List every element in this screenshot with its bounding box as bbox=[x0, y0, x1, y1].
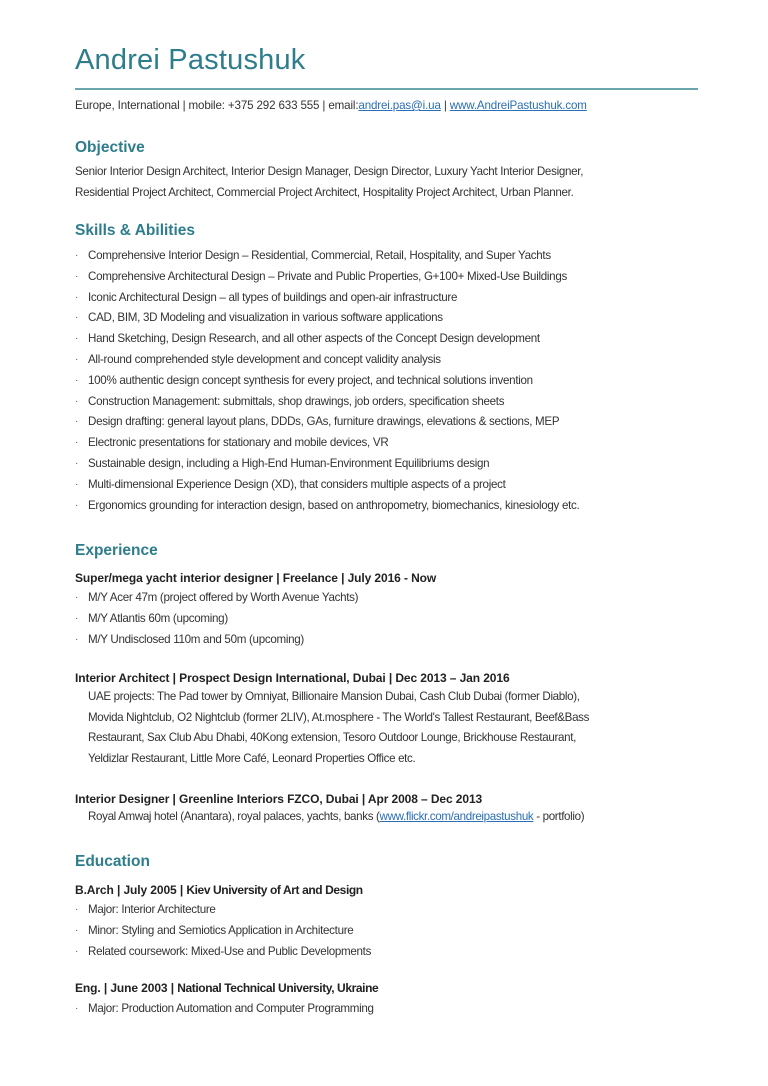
job-line: Restaurant, Sax Club Abu Dhabi, 40Kong extension, Tesoro Outdoor Lounge, Brickhouse Restaurant, bbox=[88, 731, 576, 745]
list-item: · Design drafting: general layout plans, DDDs, GAs, furniture drawings, elevations & sections, MEP bbox=[75, 415, 560, 429]
list-item: · Comprehensive Interior Design – Residential, Commercial, Retail, Hospitality, and Super Yachts bbox=[75, 249, 551, 262]
list-item: · M/Y Acer 47m (project offered by Worth Avenue Yachts) bbox=[75, 591, 359, 604]
list-item: · M/Y Undisclosed 110m and 50m (upcoming) bbox=[75, 632, 304, 646]
website-link[interactable]: www.AndreiPastushuk.com bbox=[449, 99, 587, 112]
job-line: Yeldizlar Restaurant, Little More Café, Leonard Properties Office etc. bbox=[88, 752, 416, 766]
list-item: · Construction Management: submittals, shop drawings, job orders, specification sheets bbox=[75, 394, 505, 408]
skills-list bbox=[75, 246, 579, 516]
candidate-name: Andrei Pastushuk bbox=[75, 44, 306, 76]
job-bullets bbox=[75, 588, 358, 650]
list-item: · Hand Sketching, Design Research, and all other aspects of the Concept Design development bbox=[75, 332, 540, 346]
job-line: Movida Nightclub, O2 Nightclub (former 2LIV), At.mosphere - The World's Tallest Restaurant, Beef&Bass bbox=[88, 710, 590, 724]
job-title: Super/mega yacht interior designer | Freelance | July 2016 - Now bbox=[75, 571, 437, 585]
list-item: · Electronic presentations for stationary and mobile devices, VR bbox=[75, 436, 389, 450]
experience-heading: Experience bbox=[75, 542, 158, 559]
objective-text bbox=[75, 162, 715, 203]
contact-line bbox=[75, 99, 587, 112]
degree-bullets bbox=[75, 999, 374, 1020]
list-item: · Related coursework: Mixed-Use and Public Developments bbox=[75, 944, 372, 958]
list-item: · 100% authentic design concept synthesis for every project, and technical solutions invention bbox=[75, 373, 533, 387]
job-description bbox=[88, 807, 584, 828]
education-heading: Education bbox=[75, 853, 150, 870]
list-item: · Major: Production Automation and Computer Programming bbox=[75, 1002, 374, 1015]
list-item: · Ergonomics grounding for interaction design, based on anthropometry, biomechanics, kinesiology etc. bbox=[75, 498, 580, 512]
email-label: email: bbox=[328, 99, 359, 112]
list-item: · Minor: Styling and Semiotics Application in Architecture bbox=[75, 923, 354, 937]
job-title: Interior Architect | Prospect Design International, Dubai | Dec 2013 – Jan 2016 bbox=[75, 671, 510, 685]
list-item: · Sustainable design, including a High-End Human-Environment Equilibriums design bbox=[75, 456, 490, 470]
job-line: UAE projects: The Pad tower by Omniyat, Billionaire Mansion Dubai, Cash Club Dubai (former Diablo), bbox=[88, 690, 580, 703]
objective-heading: Objective bbox=[75, 139, 145, 156]
job-line: Royal Amwaj hotel (Anantara), royal palaces, yachts, banks (www.flickr.com/andreipastushuk - portfolio) bbox=[88, 810, 585, 823]
list-item: · M/Y Atlantis 60m (upcoming) bbox=[75, 611, 228, 625]
objective-line: Senior Interior Design Architect, Interior Design Manager, Design Director, Luxury Yacht Interior Designer, bbox=[75, 165, 584, 178]
list-item: · Multi-dimensional Experience Design (XD), that considers multiple aspects of a project bbox=[75, 477, 506, 491]
email-link[interactable]: andrei.pas@i.ua bbox=[358, 99, 441, 112]
portfolio-link[interactable]: www.flickr.com/andreipastushuk bbox=[379, 810, 534, 823]
separator: | bbox=[322, 99, 326, 112]
list-item: · Iconic Architectural Design – all types of buildings and open-air infrastructure bbox=[75, 290, 458, 304]
job-description bbox=[88, 687, 589, 770]
skills-heading: Skills & Abilities bbox=[75, 222, 196, 239]
list-item: · CAD, BIM, 3D Modeling and visualization in various software applications bbox=[75, 311, 443, 325]
separator: | bbox=[182, 99, 186, 112]
degree-title: B.Arch | July 2005 | Kiev University of Art and Design bbox=[75, 883, 363, 897]
mobile: mobile: +375 292 633 555 bbox=[188, 99, 320, 112]
list-item: · Comprehensive Architectural Design – Private and Public Properties, G+100+ Mixed-Use Buildings bbox=[75, 269, 567, 283]
objective-line: Residential Project Architect, Commercial Project Architect, Hospitality Project Architect, Urban Planner. bbox=[75, 185, 574, 199]
location: Europe, International bbox=[75, 99, 180, 112]
job-title: Interior Designer | Greenline Interiors FZCO, Dubai | Apr 2008 – Dec 2013 bbox=[75, 792, 483, 806]
header-divider bbox=[75, 88, 698, 90]
separator: | bbox=[443, 99, 447, 112]
list-item: · All-round comprehended style development and concept validity analysis bbox=[75, 352, 441, 366]
list-item: · Major: Interior Architecture bbox=[75, 903, 216, 916]
degree-bullets bbox=[75, 900, 371, 962]
degree-title: Eng. | June 2003 | National Technical University, Ukraine bbox=[75, 981, 379, 995]
